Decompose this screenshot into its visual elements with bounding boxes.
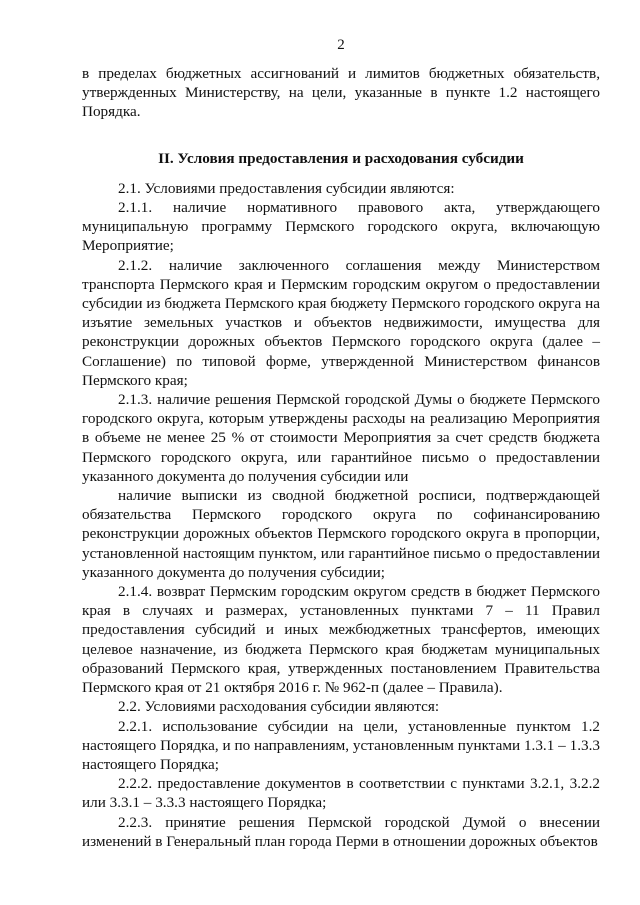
paragraph-budget-limits: в пределах бюджетных ассигнований и лимитов бюджетных обязательств, утвержденных Министерству, на цели, указанные в пункте 1.2 настоящего Порядка. (82, 65, 600, 121)
paragraph-2-2-1: 2.2.1. использование субсидии на цели, установленные пунктом 1.2 настоящего Порядка, и по направлениям, установленным пунктами 1.3.1 – 1.3.3 настоящего Порядка; (82, 717, 600, 773)
page-number: 2 (337, 37, 345, 53)
paragraph-2-1-3-continued: наличие выписки из сводной бюджетной росписи, подтверждающей обязательства Пермского городского округа по софинансированию реконструкции дорожных объектов Пермского городского округа в пропорции, установленной настоящим пунктом, или гарантийное письмо о предоставлении указанного документа до получения субсидии; (82, 487, 600, 581)
paragraph-2-1-1: 2.1.1. наличие нормативного правового акта, утверждающего муниципальную программу Пермского городского округа, включающую Мероприятие; (82, 199, 600, 255)
paragraph-2-2: 2.2. Условиями расходования субсидии являются: (118, 698, 440, 716)
paragraph-2-1-4: 2.1.4. возврат Пермским городским округом средств в бюджет Пермского края в случаях и размерах, установленных пунктами 7 – 11 Правил предоставления субсидий и иных межбюджетных трансфертов, имеющих целевое назначение, из бюджета Пермского края бюджетам муниципальных образований Пермского края, утвержденных постановлением Правительства Пермского края от 21 октября 2016 г. № 962-п (далее – Правила). (82, 583, 600, 697)
paragraph-2-1: 2.1. Условиями предоставления субсидии являются: (118, 179, 455, 197)
section-heading: II. Условия предоставления и расходования субсидии (158, 149, 524, 167)
paragraph-2-2-2: 2.2.2. предоставление документов в соответствии с пунктами 3.2.1, 3.2.2 или 3.3.1 – 3.3.3 настоящего Порядка; (82, 775, 600, 812)
paragraph-2-1-3: 2.1.3. наличие решения Пермской городской Думы о бюджете Пермского городского округа, которым утверждены расходы на реализацию Мероприятия в объеме не менее 25 % от стоимости Мероприятия за счет средств бюджета Пермского городского округа, или гарантийное письмо о предоставлении указанного документа до получения субсидии или (82, 391, 600, 485)
paragraph-2-1-2: 2.1.2. наличие заключенного соглашения между Министерством транспорта Пермского края и Пермским городским округом о предоставлении субсидии из бюджета Пермского края бюджету Пермского городского округа на изъятие земельных участков и объектов недвижимости, имущества для реконструкции дорожных объектов Пермского городского округа (далее – Соглашение) по типовой форме, утвержденной Министерством финансов Пермского края; (82, 256, 600, 389)
paragraph-2-2-3: 2.2.3. принятие решения Пермской городской Думой о внесении изменений в Генеральный план города Перми в отношении дорожных объектов (82, 813, 600, 850)
